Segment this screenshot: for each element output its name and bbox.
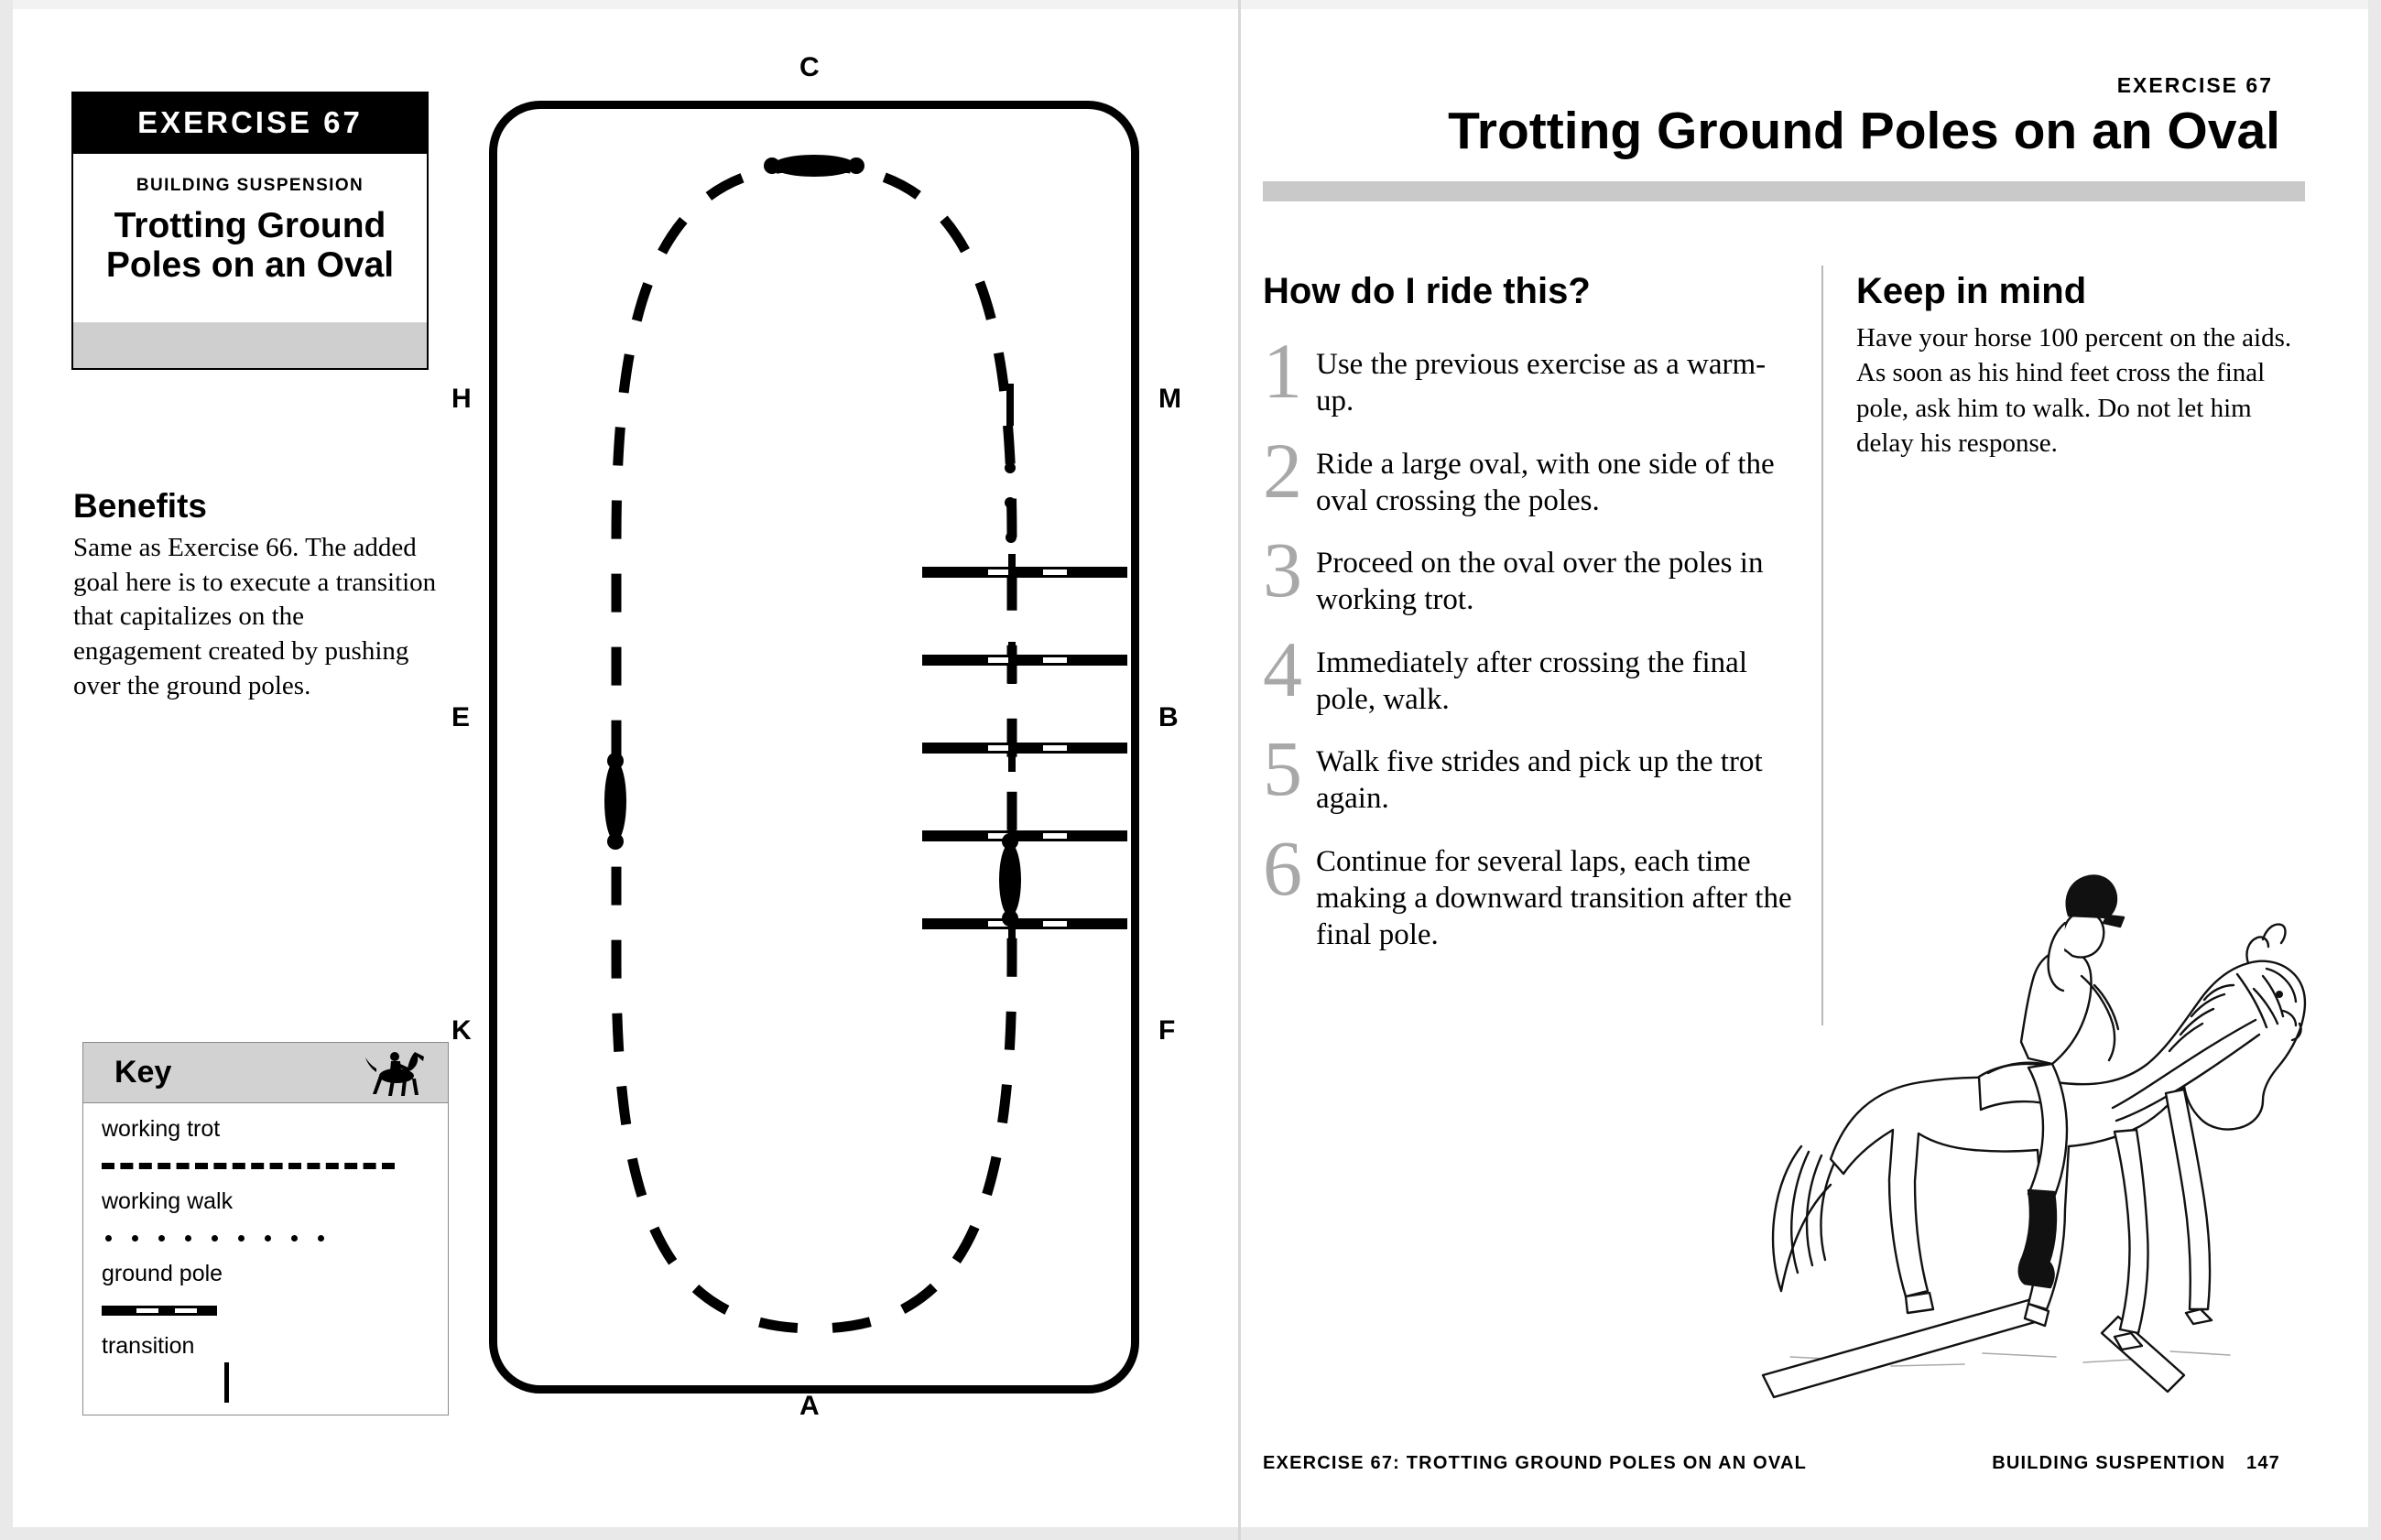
exercise-card-title: Trotting Ground Poles on an Oval bbox=[105, 206, 395, 285]
list-item bbox=[1263, 526, 1794, 619]
key-item-ground-pole bbox=[83, 1261, 448, 1329]
arena-letter-C: C bbox=[799, 52, 820, 82]
keep-in-mind-text: Have your horse 100 percent on the aids. As soon as his hind feet cross the final pole, ask him to walk. Do not let him delay his response. bbox=[1856, 323, 2292, 458]
rider-on-horse-icon bbox=[360, 1048, 431, 1102]
arena-letter-A: A bbox=[799, 1391, 820, 1421]
step-number: 4 bbox=[1263, 624, 1302, 713]
key-rows bbox=[83, 1103, 448, 1401]
arena-letter-E: E bbox=[451, 702, 471, 732]
key-item-label: working walk bbox=[102, 1188, 234, 1214]
title-rule bbox=[1263, 181, 2305, 201]
benefits-text: Same as Exercise 66. The added goal here is to execute a transition that capitalizes on the engagement created by pushing over the ground poles. bbox=[73, 533, 437, 700]
vertical-tick-icon bbox=[102, 1364, 448, 1401]
key-item-working-walk bbox=[83, 1188, 448, 1256]
howto-heading: How do I ride this? bbox=[1263, 271, 1591, 311]
horse-marker-left bbox=[604, 753, 626, 850]
ground-pole bbox=[922, 830, 1127, 841]
horse-marker-top bbox=[764, 155, 864, 177]
key-box bbox=[82, 1042, 449, 1415]
step-text: Use the previous exercise as a warm-up. bbox=[1316, 348, 1767, 418]
page-title: Trotting Ground Poles on an Oval bbox=[1448, 102, 2280, 160]
arena-letter-K: K bbox=[451, 1015, 472, 1046]
arena-diagram bbox=[451, 52, 1181, 1421]
exercise-badge: EXERCISE 67 bbox=[71, 92, 429, 154]
step-text: Proceed on the oval over the poles in working trot. bbox=[1316, 547, 1764, 617]
rider-trotting-over-ground-poles-illustration bbox=[1754, 815, 2321, 1405]
left-page bbox=[13, 9, 1238, 1527]
key-item-label: ground pole bbox=[102, 1261, 223, 1286]
dotted-line-icon bbox=[102, 1220, 448, 1256]
step-text: Walk five strides and pick up the trot again. bbox=[1316, 745, 1763, 816]
ground-poles bbox=[922, 567, 1127, 929]
list-item bbox=[1263, 724, 1794, 818]
page-edge-left bbox=[0, 0, 13, 1540]
step-text: Continue for several laps, each time making a downward transition after the final pole. bbox=[1316, 844, 1792, 951]
key-item-transition bbox=[83, 1333, 448, 1401]
key-item-label: transition bbox=[102, 1333, 195, 1359]
footer-section: BUILDING SUSPENTION bbox=[1992, 1453, 2226, 1473]
arena-figure bbox=[497, 109, 1131, 1385]
step-number: 6 bbox=[1263, 823, 1302, 912]
step-number: 2 bbox=[1263, 426, 1302, 515]
footer-left: EXERCISE 67: TROTTING GROUND POLES ON AN OVAL bbox=[1263, 1453, 1808, 1473]
steps-list bbox=[1263, 327, 1794, 973]
step-number: 5 bbox=[1263, 724, 1302, 812]
page-edge-top bbox=[0, 0, 2381, 9]
horse-marker-right bbox=[999, 833, 1021, 927]
ground-pole bbox=[922, 743, 1127, 754]
page-edge-right bbox=[2368, 0, 2381, 1540]
footer-right bbox=[1992, 1453, 2280, 1474]
page-edge-bottom bbox=[0, 1527, 2381, 1540]
card-grey-bar bbox=[73, 322, 427, 368]
step-text: Ride a large oval, with one side of the oval crossing the poles. bbox=[1316, 447, 1775, 517]
list-item bbox=[1263, 624, 1794, 719]
ground-pole bbox=[922, 918, 1127, 929]
key-item-label: working trot bbox=[102, 1116, 221, 1142]
exercise-kicker: BUILDING SUSPENSION bbox=[136, 176, 364, 195]
list-item bbox=[1263, 327, 1794, 420]
step-number: 1 bbox=[1263, 327, 1302, 415]
key-item-working-trot bbox=[83, 1116, 448, 1184]
exercise-label: EXERCISE 67 bbox=[2116, 73, 2273, 97]
pole-bar-icon bbox=[102, 1292, 448, 1329]
key-header bbox=[83, 1043, 448, 1103]
exercise-card bbox=[71, 154, 429, 370]
arena-letter-B: B bbox=[1158, 702, 1179, 732]
ground-pole bbox=[922, 567, 1127, 578]
keep-in-mind-heading: Keep in mind bbox=[1856, 271, 2087, 311]
key-title: Key bbox=[114, 1055, 172, 1090]
arena-letter-M: M bbox=[1158, 384, 1181, 414]
arena-letter-F: F bbox=[1158, 1015, 1176, 1046]
arena-letter-H: H bbox=[451, 384, 472, 414]
right-page bbox=[1241, 9, 2368, 1527]
list-item bbox=[1263, 823, 1794, 954]
benefits-heading: Benefits bbox=[73, 487, 207, 525]
step-text: Immediately after crossing the final pole, walk. bbox=[1316, 645, 1747, 716]
ground-pole bbox=[922, 655, 1127, 666]
page-number: 147 bbox=[2246, 1453, 2280, 1473]
dashed-line-icon bbox=[102, 1147, 448, 1184]
list-item bbox=[1263, 426, 1794, 520]
step-number: 3 bbox=[1263, 526, 1302, 613]
